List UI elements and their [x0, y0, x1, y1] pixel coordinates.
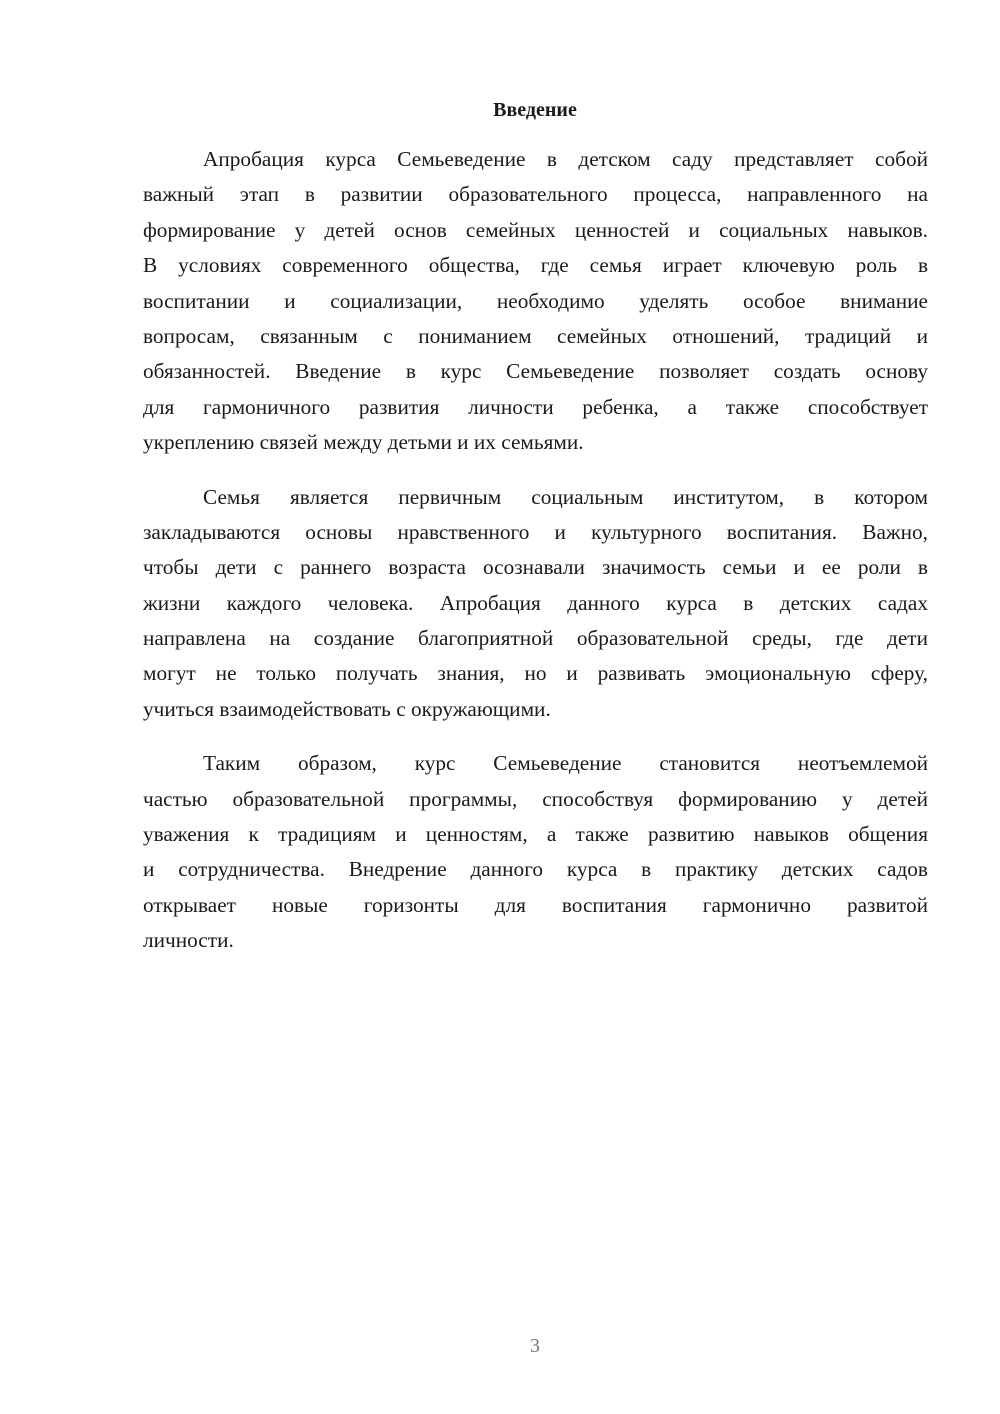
- text-line: уважения к традициям и ценностям, а также развитию навыков общения: [143, 822, 928, 847]
- text-line: и сотрудничества. Внедрение данного курса в практику детских садов: [143, 857, 928, 882]
- text-line: вопросам, связанным с пониманием семейных отношений, традиций и: [143, 323, 928, 348]
- text-line: формирование у детей основ семейных ценностей и социальных навыков.: [143, 217, 928, 242]
- text-line: Семья является первичным социальным институтом, в котором: [203, 484, 928, 509]
- document-body: [143, 142, 928, 978]
- text-line: укреплению связей между детьми и их семьями.: [143, 430, 584, 455]
- text-line: частью образовательной программы, способствуя формированию у детей: [143, 786, 928, 811]
- text-line: жизни каждого человека. Апробация данного курса в детских садах: [143, 590, 928, 615]
- text-line: воспитании и социализации, необходимо уделять особое внимание: [143, 288, 928, 313]
- text-line: обязанностей. Введение в курс Семьеведение позволяет создать основу: [143, 359, 928, 384]
- text-line: могут не только получать знания, но и развивать эмоциональную сферу,: [143, 661, 928, 686]
- text-line: личности.: [143, 928, 234, 953]
- text-line: открывает новые горизонты для воспитания гармонично развитой: [143, 892, 928, 917]
- text-line: чтобы дети с раннего возраста осознавали значимость семьи и ее роли в: [143, 555, 928, 580]
- text-line: важный этап в развитии образовательного процесса, направленного на: [143, 182, 928, 207]
- text-line: Апробация курса Семьеведение в детском саду представляет собой: [203, 147, 928, 171]
- paragraph: [143, 746, 928, 958]
- page-title: Введение: [493, 99, 577, 121]
- text-line: для гармоничного развития личности ребенка, а также способствует: [143, 394, 928, 419]
- text-line: Таким образом, курс Семьеведение становится неотъемлемой: [203, 751, 928, 776]
- text-line: направлена на создание благоприятной образовательной среды, где дети: [143, 626, 928, 651]
- page-number: 3: [530, 1335, 540, 1357]
- text-line: учиться взаимодействовать с окружающими.: [143, 696, 551, 721]
- text-line: В условиях современного общества, где семья играет ключевую роль в: [143, 253, 928, 278]
- paragraph: [143, 480, 928, 728]
- text-line: закладываются основы нравственного и культурного воспитания. Важно,: [143, 519, 928, 544]
- paragraph: [143, 142, 928, 461]
